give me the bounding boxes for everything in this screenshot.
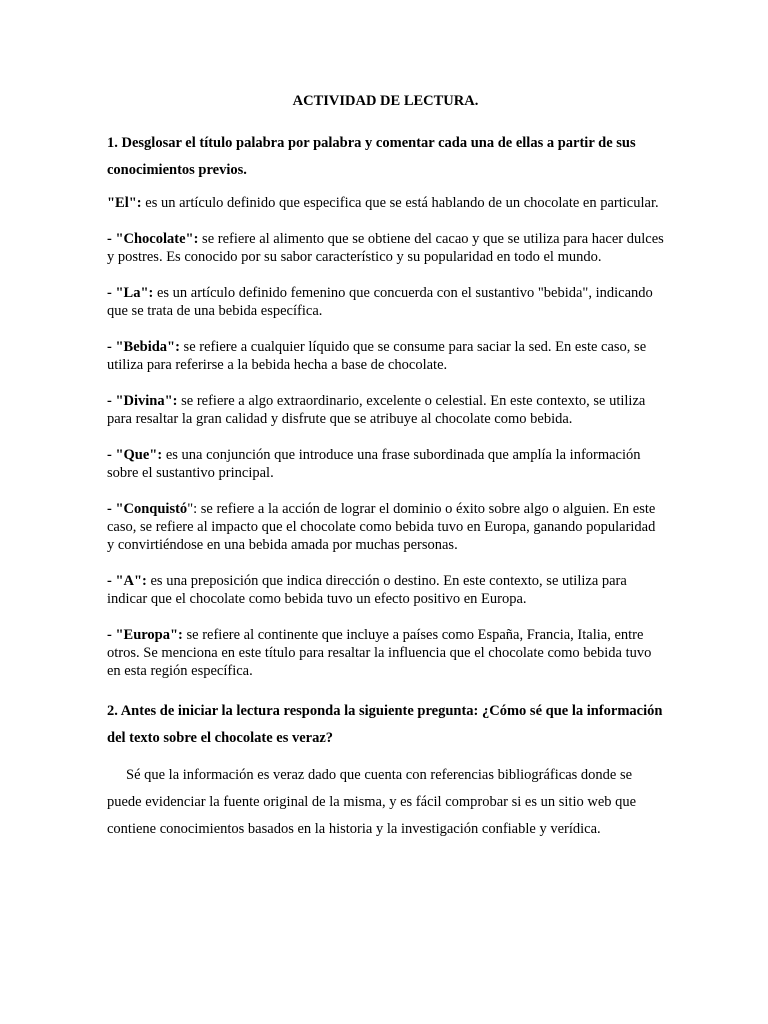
definition-prefix: - bbox=[107, 627, 116, 643]
definition-prefix: - bbox=[107, 573, 116, 589]
definition-text: es un artículo definido femenino que concuerda con el sustantivo "bebida", indicando que se trata de una bebida específica. bbox=[107, 285, 653, 319]
definitions-list bbox=[107, 194, 664, 680]
definition-text: se refiere al alimento que se obtiene del cacao y que se utiliza para hacer dulces y postres. Es conocido por su sabor característico y su popularidad en todo el mundo. bbox=[107, 231, 664, 265]
definition-text: es un artículo definido que especifica que se está hablando de un chocolate en particular. bbox=[141, 195, 659, 211]
definition-conquisto bbox=[107, 500, 664, 554]
definition-text: se refiere a cualquier líquido que se consume para saciar la sed. En este caso, se utiliza para referirse a la bebida hecha a base de chocolate. bbox=[107, 339, 647, 373]
question-1: 1. Desglosar el título palabra por palabra y comentar cada una de ellas a partir de sus conocimientos previos. bbox=[107, 135, 636, 178]
definition-prefix: - bbox=[107, 231, 116, 247]
definition-divina bbox=[107, 392, 664, 428]
definition-la bbox=[107, 284, 664, 320]
definition-text: es una preposición que indica dirección o destino. En este contexto, se utiliza para indicar que el chocolate como bebida tuvo un efecto positivo en Europa. bbox=[107, 573, 627, 607]
definition-el bbox=[107, 194, 664, 212]
definition-term: "Conquistó bbox=[115, 501, 188, 517]
definition-prefix: - bbox=[107, 393, 116, 409]
definition-text: se refiere a la acción de lograr el dominio o éxito sobre algo o alguien. En este caso, se refiere al impacto que el chocolate como bebida tuvo en Europa, ganando popularidad y convirtiéndose en una bebida amada por muchas personas. bbox=[107, 501, 656, 553]
definition-bebida bbox=[107, 338, 664, 374]
question-2: 2. Antes de iniciar la lectura responda la siguiente pregunta: ¿Cómo sé que la información del texto sobre el chocolate es veraz? bbox=[107, 703, 663, 746]
definition-a bbox=[107, 572, 664, 608]
document-title: ACTIVIDAD DE LECTURA. bbox=[292, 93, 479, 109]
definition-term: "Divina": bbox=[115, 393, 178, 409]
definition-term: "Que": bbox=[115, 447, 163, 463]
definition-term: "Europa": bbox=[115, 627, 183, 643]
definition-text: es una conjunción que introduce una frase subordinada que amplía la información sobre el sustantivo principal. bbox=[107, 447, 641, 481]
definition-text: se refiere a algo extraordinario, excelente o celestial. En este contexto, se utiliza para resaltar la gran calidad y disfrute que se atribuye al chocolate como bebida. bbox=[107, 393, 646, 427]
definition-term: "La": bbox=[115, 285, 154, 301]
definition-term: "Bebida": bbox=[115, 339, 180, 355]
definition-text: se refiere al continente que incluye a países como España, Francia, Italia, entre otros. Se menciona en este título para resaltar la influencia que el chocolate como bebida tuvo en esta región específica. bbox=[107, 627, 652, 679]
definition-prefix: - bbox=[107, 447, 116, 463]
definition-term-tail: ": bbox=[187, 501, 198, 517]
answer-2: Sé que la información es veraz dado que cuenta con referencias bibliográficas donde se puede evidenciar la fuente original de la misma, y es fácil comprobar si es un sitio web que contiene conocimientos basados en la historia y la investigación confiable y verídica. bbox=[107, 767, 637, 837]
definition-term: "El": bbox=[107, 195, 142, 211]
definition-prefix: - bbox=[107, 285, 116, 301]
definition-prefix: - bbox=[107, 339, 116, 355]
definition-term: "Chocolate": bbox=[115, 231, 199, 247]
definition-que bbox=[107, 446, 664, 482]
definition-term: "A": bbox=[115, 573, 147, 589]
definition-europa bbox=[107, 626, 664, 680]
definition-prefix: - bbox=[107, 501, 116, 517]
definition-chocolate bbox=[107, 230, 664, 266]
